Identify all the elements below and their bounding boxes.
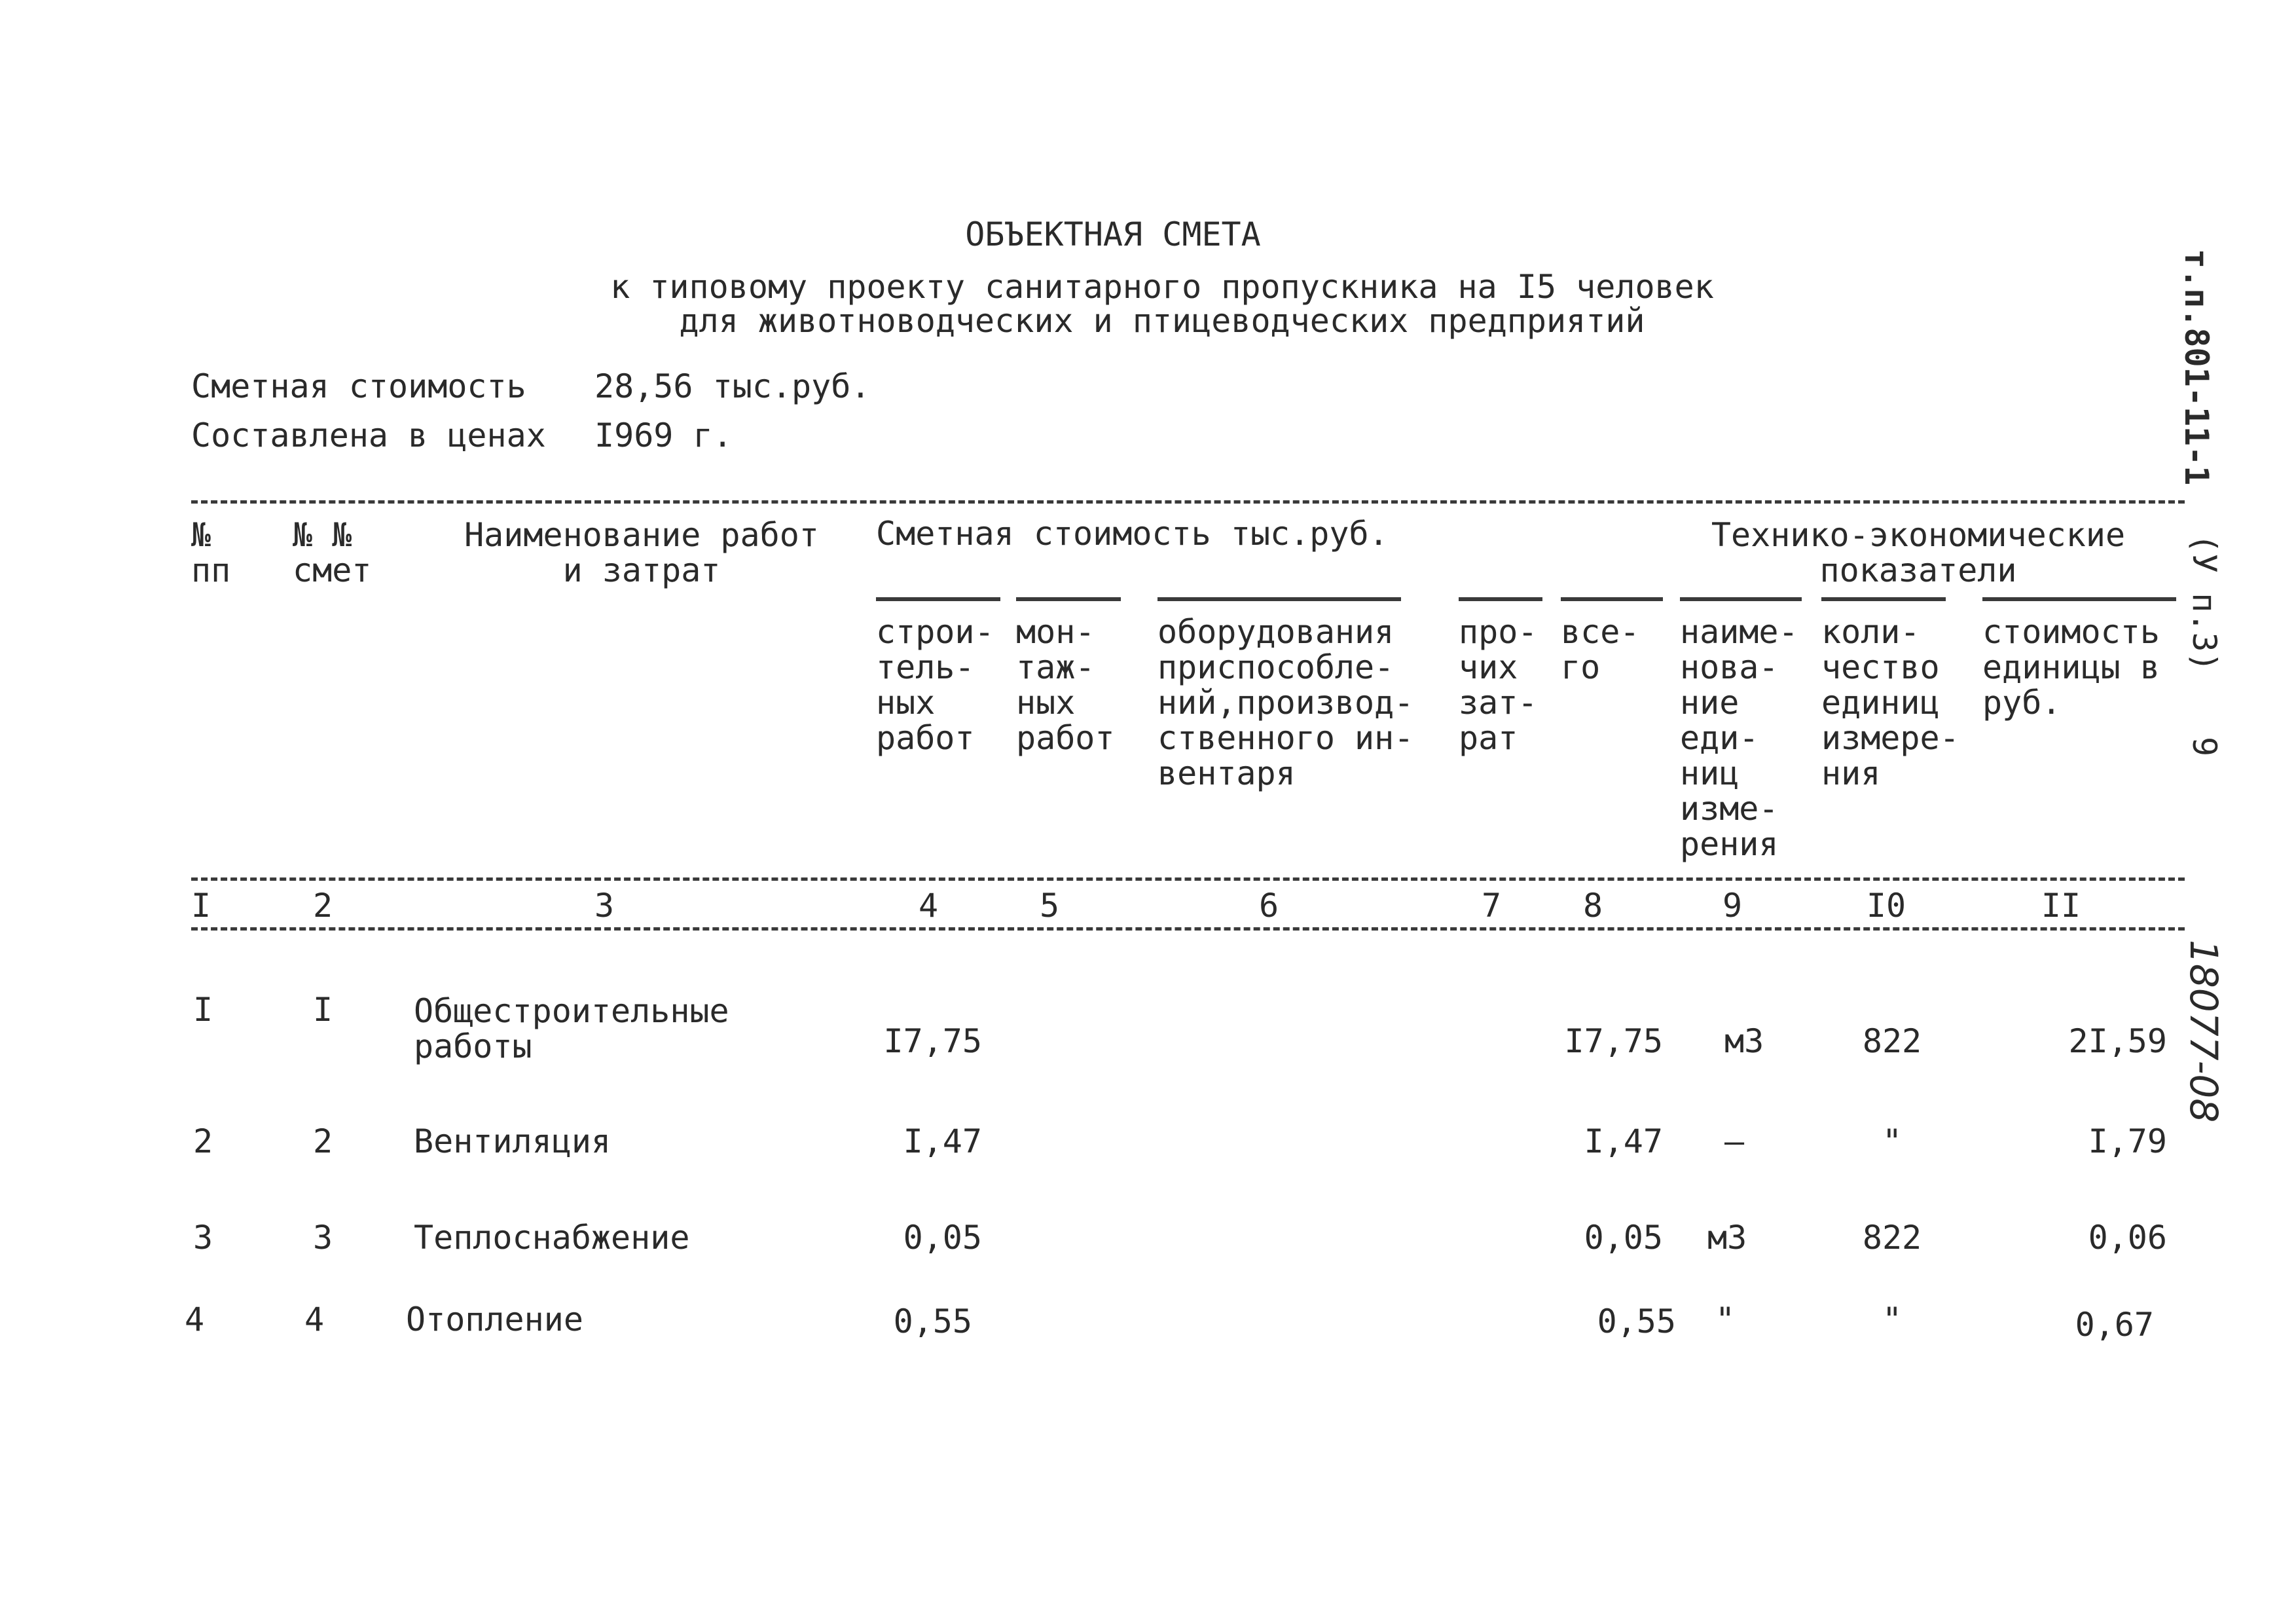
row-unit-cost: 0,67 — [2075, 1306, 2154, 1344]
document-number: 18077-08 — [2181, 940, 2226, 1123]
cost-value: 28,56 тыс.руб. — [594, 367, 871, 405]
header-tech-group: Технико-экономические показатели — [1711, 516, 2126, 589]
header-num: № пп — [191, 516, 231, 589]
header-estimate-num: № № смет — [293, 516, 372, 589]
prices-value: I969 г. — [594, 416, 733, 454]
row-construction-cost: I,47 — [903, 1122, 982, 1160]
row-quantity: " — [1882, 1301, 1903, 1338]
column-number: 8 — [1582, 887, 1603, 925]
rule-total — [1561, 597, 1663, 601]
row-quantity: " — [1882, 1122, 1903, 1160]
header-equipment: оборудования приспособле- ний,производ- ственного ин- вентаря — [1157, 613, 1414, 792]
row-unit: м3 — [1724, 1022, 1764, 1060]
row-estimate-num: I — [313, 991, 333, 1029]
sheet-reference: (У п.3) — [2185, 534, 2223, 672]
header-construction: строи- тель- ных работ — [876, 613, 994, 757]
row-unit-cost: 2I,59 — [2068, 1022, 2167, 1060]
row-unit: м3 — [1707, 1219, 1747, 1257]
row-num: I — [193, 991, 213, 1029]
row-name: Теплоснабжение — [414, 1219, 690, 1257]
column-number: 6 — [1258, 887, 1279, 925]
rule-unit-cost — [1982, 597, 2176, 601]
project-code: т.п.801-11-1 — [2178, 249, 2215, 486]
header-cost-group: Сметная стоимость тыс.руб. — [876, 515, 1389, 553]
column-number: I — [191, 887, 211, 925]
column-number: 7 — [1481, 887, 1502, 925]
rule-installation — [1016, 597, 1121, 601]
column-number: 3 — [594, 887, 615, 925]
rule-unit-qty — [1821, 597, 1946, 601]
cost-label: Сметная стоимость — [191, 367, 526, 405]
document-title: ОБЪЕКТНАЯ СМЕТА — [965, 215, 1261, 253]
column-numbers-top-rule — [191, 877, 2185, 881]
rule-equipment — [1157, 597, 1401, 601]
row-estimate-num: 4 — [304, 1301, 325, 1338]
row-quantity: 822 — [1862, 1219, 1922, 1257]
header-total: все- го — [1561, 613, 1640, 686]
page-number: 9 — [2185, 737, 2223, 757]
row-total-cost: I7,75 — [1564, 1022, 1663, 1060]
row-construction-cost: 0,55 — [893, 1302, 972, 1340]
row-estimate-num: 3 — [313, 1219, 333, 1257]
column-number: 9 — [1722, 887, 1743, 925]
row-unit: " — [1715, 1301, 1736, 1338]
row-num: 2 — [193, 1122, 213, 1160]
row-quantity: 822 — [1862, 1022, 1922, 1060]
column-number: 5 — [1039, 887, 1060, 925]
rule-unit-name — [1680, 597, 1802, 601]
column-numbers-bottom-rule — [191, 927, 2185, 931]
row-total-cost: 0,55 — [1597, 1302, 1676, 1340]
row-unit-cost: 0,06 — [2088, 1219, 2167, 1257]
document-subtitle-line1: к типовому проекту санитарного пропускника на I5 человек — [610, 268, 1714, 306]
row-unit-cost: I,79 — [2088, 1122, 2167, 1160]
row-unit: – — [1724, 1122, 1745, 1160]
row-total-cost: I,47 — [1584, 1122, 1663, 1160]
header-name: Наименование работ и затрат — [464, 516, 819, 589]
column-number: 4 — [918, 887, 939, 925]
row-total-cost: 0,05 — [1584, 1219, 1663, 1257]
row-num: 4 — [185, 1301, 205, 1338]
header-unit-qty: коли- чество единиц измере- ния — [1821, 613, 1959, 792]
column-number: II — [2041, 887, 2081, 925]
header-other: про- чих зат- рат — [1459, 613, 1538, 757]
header-unit-name: наиме- нова- ние еди- ниц изме- рения — [1680, 613, 1798, 863]
rule-other — [1459, 597, 1542, 601]
table-top-rule — [191, 500, 2185, 504]
column-number: I0 — [1866, 887, 1906, 925]
row-construction-cost: 0,05 — [903, 1219, 982, 1257]
row-name: Отопление — [406, 1301, 583, 1338]
row-name: Общестроительные работы — [414, 992, 729, 1065]
document-subtitle-line2: для животноводческих и птицеводческих предприятий — [679, 302, 1645, 340]
row-num: 3 — [193, 1219, 213, 1257]
rule-construction — [876, 597, 1000, 601]
header-installation: мон- таж- ных работ — [1016, 613, 1115, 757]
row-construction-cost: I7,75 — [883, 1022, 982, 1060]
row-name: Вентиляция — [414, 1122, 611, 1160]
prices-label: Составлена в ценах — [191, 416, 546, 454]
row-estimate-num: 2 — [313, 1122, 333, 1160]
column-number: 2 — [312, 887, 333, 925]
header-unit-cost: стоимость единицы в руб. — [1982, 613, 2160, 722]
